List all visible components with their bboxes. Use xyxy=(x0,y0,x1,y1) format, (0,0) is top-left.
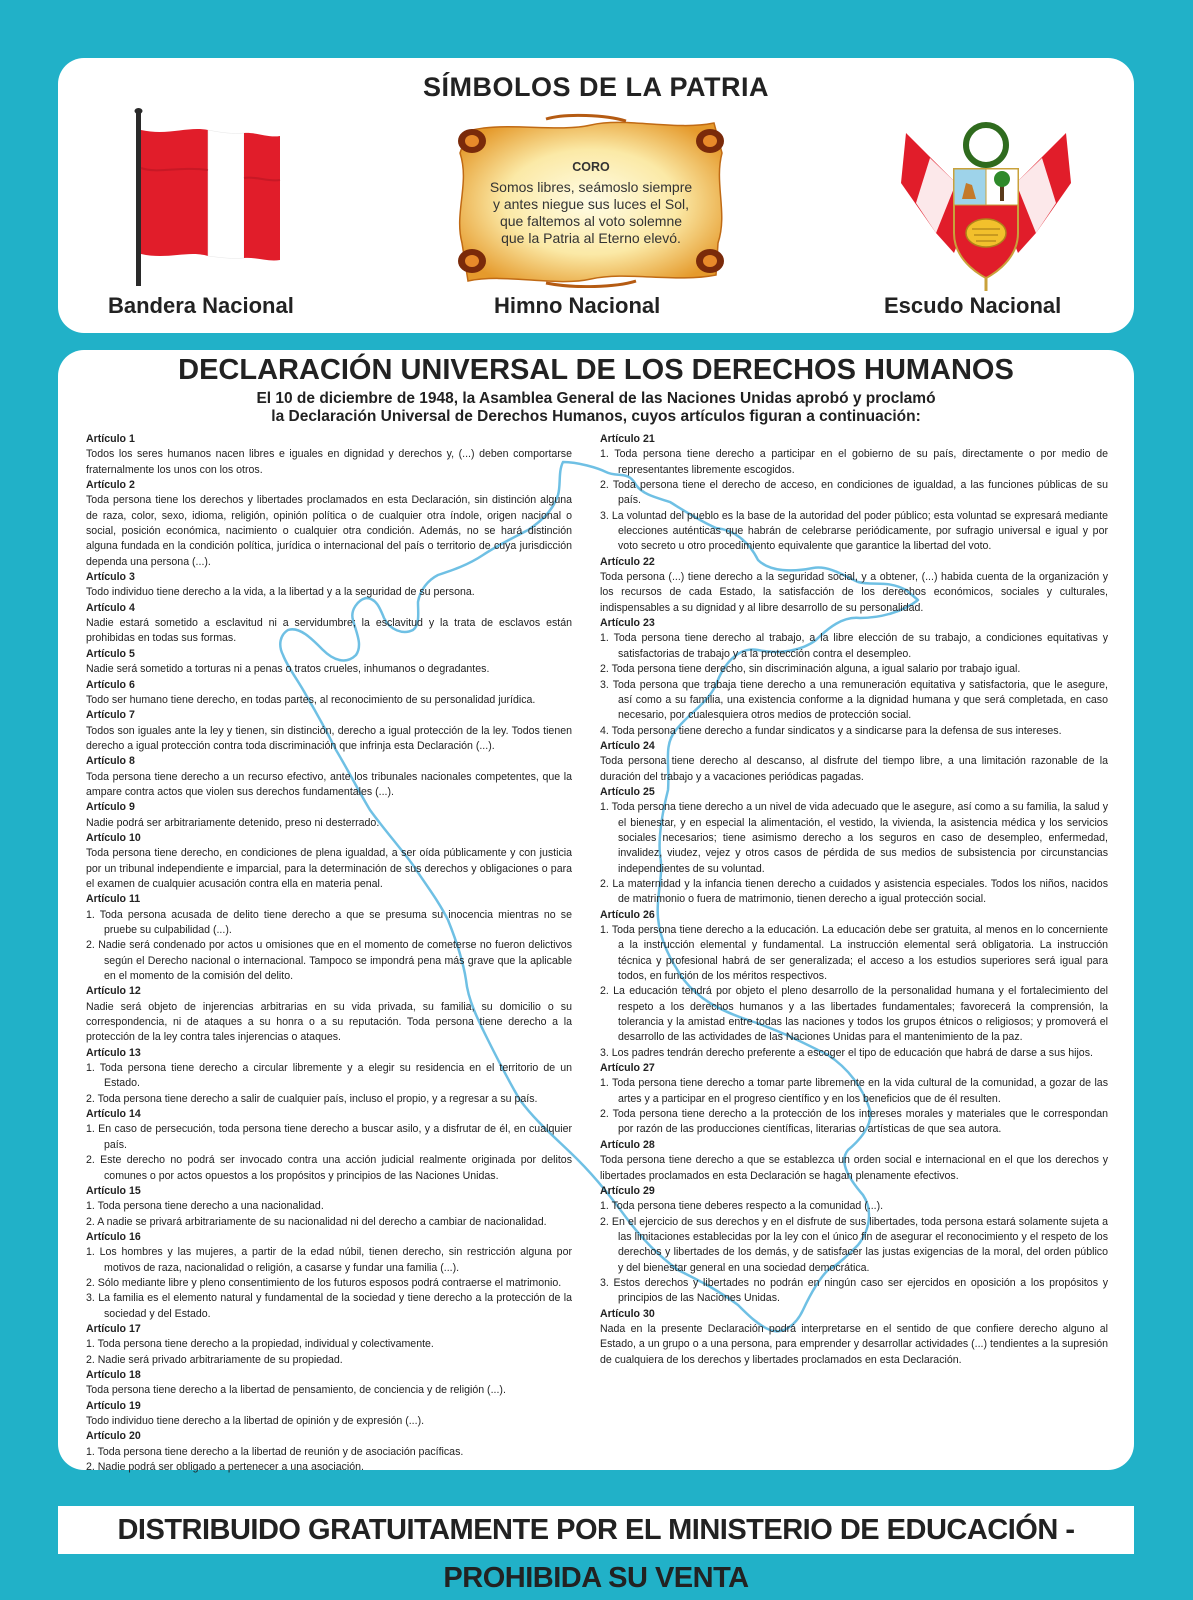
article xyxy=(86,478,572,570)
article-item: 4. Toda persona tiene derecho a fundar sindicatos y a sindicarse para la defensa de sus intereses. xyxy=(600,724,1062,737)
article xyxy=(600,432,1108,555)
article-item: 1. Toda persona tiene derecho a un nivel de vida adecuado que le asegure, así como a su familia, la salud y el bienestar, y en especial la alimentación, el vestido, la vivienda, la asistencia médica y los servicios sociales necesarios; tiene asimismo derecho a los seguros en caso de desempleo, enfermedad, invalidez, viudez, vejez y otros casos de pérdida de sus medios de subsistencia por circunstancias independientes de su voluntad. xyxy=(600,801,1108,875)
article-item: 1. En caso de persecución, toda persona tiene derecho a buscar asilo, y a disfrutar de él, en cualquier país. xyxy=(86,1123,572,1151)
national-symbols-title: SÍMBOLOS DE LA PATRIA xyxy=(423,72,769,102)
chorus-line: que faltemos al voto solemne xyxy=(499,213,683,229)
article-title: Artículo 23 xyxy=(600,617,655,630)
article-title: Artículo 3 xyxy=(86,571,135,584)
article xyxy=(86,601,572,647)
article-item: 3. La voluntad del pueblo es la base de la autoridad del poder público; esta voluntad se expresará mediante elecciones auténticas que habrán de celebrarse periódicamente, por sufragio universal e igual y por voto secreto u otro procedimiento equivalente que garantice la libertad del voto. xyxy=(600,509,1108,553)
article-item: 1. Toda persona tiene derecho a la libertad de reunión y de asociación pacíficas. xyxy=(86,1445,464,1458)
flag-caption: Bandera Nacional xyxy=(108,293,294,318)
article-title: Artículo 18 xyxy=(86,1368,141,1381)
article-item: 2. A nadie se privará arbitrariamente de su nacionalidad ni del derecho a cambiar de nacionalidad. xyxy=(86,1215,547,1228)
article-item: 3. Toda persona que trabaja tiene derecho a una remuneración equitativa y satisfactoria, que le asegure, así como a su familia, una existencia conforme a la dignidad humana y que será completada, en caso necesario, por cualesquiera otros medios de protección social. xyxy=(600,678,1108,722)
article xyxy=(86,1107,572,1184)
footer-banner xyxy=(58,1506,1134,1594)
anthem-caption: Himno Nacional xyxy=(494,293,661,318)
article-title: Artículo 30 xyxy=(600,1307,655,1320)
article-title: Artículo 29 xyxy=(600,1184,655,1197)
article-title: Artículo 22 xyxy=(600,555,655,568)
article-item: 2. Nadie será condenado por actos u omisiones que en el momento de cometerse no fueron delictivos según el Derecho nacional o internacional. Tampoco se impondrá pena más grave que la aplicable en el momento de la comisión del delito. xyxy=(86,939,572,983)
intro-line: El 10 de diciembre de 1948, la Asamblea General de las Naciones Unidas aprobó y proclamó xyxy=(256,390,936,407)
article-body: Toda persona tiene derecho, en condiciones de plena igualdad, a ser oída públicamente y con justicia por un tribunal independiente e imparcial, para la determinación de sus derechos y obligaciones o para el examen de cualquier acusación contra ella en materia penal. xyxy=(86,847,572,890)
articles-left-column xyxy=(86,432,572,1475)
article-item: 1. Toda persona tiene deberes respecto a la comunidad (...). xyxy=(600,1200,884,1213)
article-item: 3. Estos derechos y libertades no podrán en ningún caso ser ejercidos en oposición a los propósitos y principios de las Naciones Unidas. xyxy=(600,1276,1108,1305)
article-body: Toda persona tiene derecho al descanso, al disfrute del tiempo libre, a una limitación razonable de la duración del trabajo y a vacaciones periódicas pagadas. xyxy=(600,755,1108,783)
article xyxy=(600,908,1108,1061)
article-item: 3. La familia es el elemento natural y fundamental de la sociedad y tiene derecho a la protección de la sociedad y del Estado. xyxy=(86,1292,572,1320)
article-body: Toda persona (...) tiene derecho a la seguridad social, y a obtener, (...) habida cuenta de la organización y los recursos de cada Estado, la satisfacción de los derechos económicos, sociales y culturales, indispensables a su dignidad y al libre desarrollo de su personalidad. xyxy=(600,571,1108,614)
article-body: Nadie será sometido a torturas ni a penas o tratos crueles, inhumanos o degradantes. xyxy=(86,663,490,676)
article-title: Artículo 6 xyxy=(86,678,135,691)
article xyxy=(86,754,572,800)
article-item: 2. Nadie será privado arbitrariamente de su propiedad. xyxy=(86,1353,343,1366)
article xyxy=(600,616,1108,739)
article-item: 2. La maternidad y la infancia tienen derecho a cuidados y asistencia especiales. Todos los niños, nacidos de matrimonio o fuera de matrimonio, tienen derecho a igual protección social. xyxy=(600,877,1108,906)
chorus-line: que la Patria al Eterno elevó. xyxy=(501,230,681,246)
article-item: 1. Toda persona tiene derecho a la propiedad, individual y colectivamente. xyxy=(86,1338,434,1351)
article-title: Artículo 12 xyxy=(86,985,141,998)
article-title: Artículo 7 xyxy=(86,709,135,722)
article-body: Nadie será objeto de injerencias arbitrarias en su vida privada, su familia, su domicilio o su correspondencia, ni de ataques a su honra o a su reputación. Toda persona tiene derecho a la protección de la ley contra tales injerencias o ataques. xyxy=(86,1000,572,1044)
article-title: Artículo 27 xyxy=(600,1062,655,1075)
article xyxy=(600,739,1108,785)
article-item: 2. Este derecho no podrá ser invocado contra una acción judicial realmente originada por delitos comunes o por actos opuestos a los propósitos y principios de las Naciones Unidas. xyxy=(86,1154,572,1182)
article xyxy=(86,1429,572,1475)
anthem-chorus xyxy=(486,159,696,247)
article xyxy=(600,1184,1108,1307)
article xyxy=(600,1138,1108,1184)
chorus-label: CORO xyxy=(572,160,610,174)
article-item: 1. Toda persona tiene derecho a circular libremente y a elegir su residencia en el territorio de un Estado. xyxy=(86,1062,572,1090)
article-item: 1. Los hombres y las mujeres, a partir de la edad núbil, tienen derecho, sin restricción alguna por motivos de raza, nacionalidad o religión, a casarse y fundar una familia (...). xyxy=(86,1246,572,1274)
article-item: 2. En el ejercicio de sus derechos y en el disfrute de sus libertades, toda persona estará solamente sujeta a las limitaciones establecidas por la ley con el único fin de asegurar el reconocimiento y el respeto de los derechos y libertades de los demás, y de satisfacer las justas exigencias de la moral, del orden público y del bienestar general en una sociedad democrática. xyxy=(600,1215,1108,1274)
declaration-intro xyxy=(58,390,1134,426)
article-item: 2. Toda persona tiene el derecho de acceso, en condiciones de igualdad, a las funciones públicas de su país. xyxy=(600,479,1108,507)
article-title: Artículo 4 xyxy=(86,601,135,614)
article xyxy=(86,1046,572,1107)
article xyxy=(600,1061,1108,1138)
article-title: Artículo 28 xyxy=(600,1138,655,1151)
article-title: Artículo 11 xyxy=(86,893,141,906)
article-item: 1. Toda persona tiene derecho al trabajo, a la libre elección de su trabajo, a condiciones equitativas y satisfactorias de trabajo y a la protección contra el desempleo. xyxy=(600,632,1108,660)
article xyxy=(600,1307,1108,1368)
article-body: Todos los seres humanos nacen libres e iguales en dignidad y derechos y, (...) deben comportarse fraternalmente los unos con los otros. xyxy=(86,448,572,476)
article xyxy=(86,708,572,754)
article-body: Toda persona tiene derecho a que se establezca un orden social e internacional en el que los derechos y libertades proclamados en esta Declaración se hagan plenamente efectivos. xyxy=(600,1154,1108,1182)
article-title: Artículo 26 xyxy=(600,908,655,921)
article-title: Artículo 16 xyxy=(86,1230,141,1243)
article-body: Toda persona tiene derecho a la libertad de pensamiento, de conciencia y de religión (...). xyxy=(86,1384,506,1397)
article-item: 1. Toda persona acusada de delito tiene derecho a que se presuma su inocencia mientras no se pruebe su culpabilidad (...). xyxy=(86,908,572,936)
article xyxy=(600,555,1108,616)
article xyxy=(600,785,1108,908)
article xyxy=(86,1230,572,1322)
article-title: Artículo 9 xyxy=(86,801,135,814)
article-title: Artículo 19 xyxy=(86,1399,141,1412)
coat-of-arms-image xyxy=(896,113,1076,293)
article xyxy=(86,678,572,709)
article xyxy=(86,892,572,984)
article-title: Artículo 25 xyxy=(600,785,655,798)
national-symbols-panel xyxy=(58,58,1134,333)
article-body: Nada en la presente Declaración podrá interpretarse en el sentido de que confiere derecho alguno al Estado, a un grupo o a una persona, para emprender y desarrollar actividades (...) tendientes a la supresión de cualquiera de los derechos y libertades proclamados en esta Declaración. xyxy=(600,1322,1108,1366)
article-body: Nadie estará sometido a esclavitud ni a servidumbre; la esclavitud y la trata de esclavos están prohibidas en todas sus formas. xyxy=(86,617,572,645)
article-body: Todos son iguales ante la ley y tienen, sin distinción, derecho a igual protección de la ley. Todos tienen derecho a igual protección contra toda discriminación que infrinja esta Declaración (...). xyxy=(86,724,572,752)
article-item: 1. Toda persona tiene derecho a participar en el gobierno de su país, directamente o por medio de representantes libremente escogidos. xyxy=(600,448,1108,476)
article-title: Artículo 2 xyxy=(86,479,135,492)
article xyxy=(86,1368,572,1399)
article-item: 2. Nadie podrá ser obligado a pertenecer a una asociación. xyxy=(86,1461,364,1474)
chorus-line: Somos libres, seámoslo siempre xyxy=(489,179,693,195)
article-title: Artículo 15 xyxy=(86,1184,141,1197)
article-body: Nadie podrá ser arbitrariamente detenido, preso ni desterrado. xyxy=(86,816,380,829)
article xyxy=(86,432,572,478)
article-item: 2. La educación tendrá por objeto el pleno desarrollo de la personalidad humana y el fortalecimiento del respeto a los derechos humanos y a las libertades fundamentales; favorecerá la comprensión, la tolerancia y la amistad entre todas las naciones y todos los grupos étnicos o religiosos; y promoverá el desarrollo de las actividades de las Naciones Unidas para el mantenimiento de la paz. xyxy=(600,985,1108,1044)
article-body: Toda persona tiene los derechos y libertades proclamados en esta Declaración, sin distinción alguna de raza, color, sexo, idioma, religión, opinión política o de cualquier otra índole, origen nacional o social, posición económica, nacimiento o cualquier otra condición. Además, no se hará distinción alguna fundada en la condición política, jurídica o internacional del país o territorio de cuya jurisdicción dependa una persona (...). xyxy=(86,494,572,568)
article-body: Todo individuo tiene derecho a la libertad de opinión y de expresión (...). xyxy=(86,1415,425,1427)
article-title: Artículo 5 xyxy=(86,647,135,660)
article-item: 2. Toda persona tiene derecho a la protección de los intereses morales y materiales que le correspondan por razón de las producciones científicas, literarias o artísticas de que sea autora. xyxy=(600,1108,1108,1136)
declaration-title: DECLARACIÓN UNIVERSAL DE LOS DERECHOS HUMANOS xyxy=(178,354,1014,386)
shield-caption: Escudo Nacional xyxy=(884,293,1062,318)
article xyxy=(86,647,572,678)
article-title: Artículo 24 xyxy=(600,739,655,752)
article-title: Artículo 14 xyxy=(86,1108,141,1121)
intro-line: la Declaración Universal de Derechos Humanos, cuyos artículos figuran a continuación: xyxy=(271,408,921,425)
article-title: Artículo 10 xyxy=(86,831,141,844)
article-title: Artículo 21 xyxy=(600,433,655,445)
article-item: 2. Toda persona tiene derecho, sin discriminación alguna, a igual salario por trabajo igual. xyxy=(600,663,1021,676)
article-title: Artículo 8 xyxy=(86,755,135,768)
article-body: Toda persona tiene derecho a un recurso efectivo, ante los tribunales nacionales competentes, que la ampare contra actos que violen sus derechos fundamentales (...). xyxy=(86,770,572,798)
peru-flag-image xyxy=(128,108,288,288)
article xyxy=(86,1399,572,1430)
article-title: Artículo 13 xyxy=(86,1046,141,1059)
article-item: 1. Toda persona tiene derecho a una nacionalidad. xyxy=(86,1200,324,1213)
article xyxy=(86,831,572,892)
articles-right-column xyxy=(600,432,1108,1368)
article xyxy=(86,1322,572,1368)
article xyxy=(86,800,572,831)
article-item: 1. Toda persona tiene derecho a la educación. La educación debe ser gratuita, al menos en lo concerniente a la instrucción elemental y fundamental. La instrucción elemental será obligatoria. La instrucción técnica y profesional habrá de ser generalizada; el acceso a los estudios superiores será igual para todos, en función de los méritos respectivos. xyxy=(600,924,1108,983)
chorus-line: y antes niegue sus luces el Sol, xyxy=(492,196,690,212)
article-title: Artículo 1 xyxy=(86,433,135,445)
article-item: 3. Los padres tendrán derecho preferente a escoger el tipo de educación que habrá de darse a sus hijos. xyxy=(600,1046,1093,1059)
article xyxy=(86,984,572,1045)
article-title: Artículo 17 xyxy=(86,1322,141,1335)
article xyxy=(86,570,572,601)
article-item: 1. Toda persona tiene derecho a tomar parte libremente en la vida cultural de la comunidad, a gozar de las artes y a participar en el progreso científico y en los beneficios que de él resulten. xyxy=(600,1077,1108,1105)
anthem-scroll xyxy=(446,113,736,288)
article-item: 2. Sólo mediante libre y pleno consentimiento de los futuros esposos podrá contraerse el matrimonio. xyxy=(86,1276,562,1289)
article-title: Artículo 20 xyxy=(86,1430,141,1443)
human-rights-declaration-panel xyxy=(58,350,1134,1474)
article-body: Todo ser humano tiene derecho, en todas partes, al reconocimiento de su personalidad jurídica. xyxy=(86,693,536,706)
footer-text: DISTRIBUIDO GRATUITAMENTE POR EL MINISTERIO DE EDUCACIÓN - PROHIBIDA SU VENTA xyxy=(117,1514,1075,1594)
article-item: 2. Toda persona tiene derecho a salir de cualquier país, incluso el propio, y a regresar a su país. xyxy=(86,1092,538,1105)
article-body: Todo individuo tiene derecho a la vida, a la libertad y a la seguridad de su persona. xyxy=(86,586,475,599)
article xyxy=(86,1184,572,1230)
